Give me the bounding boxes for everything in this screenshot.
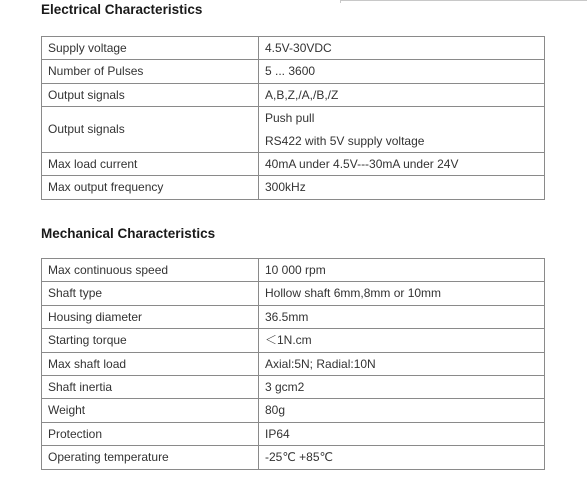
table-row	[42, 329, 545, 352]
spec-value	[259, 329, 545, 352]
spec-value-line: IP64	[265, 426, 290, 441]
spec-label: Housing diameter	[42, 305, 259, 328]
electrical-characteristics-table	[41, 36, 545, 200]
spec-value	[259, 399, 545, 422]
table-row	[42, 37, 545, 60]
spec-value-line: A,B,Z,/A,/B,/Z	[265, 87, 339, 102]
table-row	[42, 259, 545, 282]
table-row	[42, 107, 545, 153]
spec-value	[259, 60, 545, 83]
table-row	[42, 399, 545, 422]
spec-label: Max shaft load	[42, 352, 259, 375]
mechanical-characteristics-heading: Mechanical Characteristics	[41, 226, 216, 241]
spec-value	[259, 176, 545, 199]
spec-label: Starting torque	[42, 329, 259, 352]
spec-value-line: 36.5mm	[265, 309, 309, 324]
spec-value	[259, 83, 545, 106]
table-row	[42, 83, 545, 106]
spec-value	[259, 376, 545, 399]
mechanical-table-body	[42, 259, 545, 470]
spec-value-line: 300kHz	[265, 180, 306, 195]
spec-value-line: 4.5V-30VDC	[265, 41, 332, 55]
spec-label: Output signals	[42, 83, 259, 106]
table-row	[42, 282, 545, 305]
spec-value-line: 3 gcm2	[265, 380, 305, 395]
spec-label: Shaft type	[42, 282, 259, 305]
spec-label: Output signals	[42, 107, 259, 153]
spec-value-line: ＜1N.cm	[265, 333, 312, 348]
electrical-characteristics-heading: Electrical Characteristics	[41, 2, 203, 17]
spec-label: Weight	[42, 399, 259, 422]
spec-value	[259, 282, 545, 305]
table-row	[42, 305, 545, 328]
table-row	[42, 376, 545, 399]
top-divider	[340, 0, 587, 3]
spec-label: Max output frequency	[42, 176, 259, 199]
spec-label: Shaft inertia	[42, 376, 259, 399]
spec-value	[259, 153, 545, 176]
table-row	[42, 446, 545, 469]
spec-value-line: -25℃ +85℃	[265, 450, 333, 465]
table-row	[42, 352, 545, 375]
table-row	[42, 60, 545, 83]
spec-value	[259, 37, 545, 60]
spec-value	[259, 422, 545, 445]
spec-value-line: Hollow shaft 6mm,8mm or 10mm	[265, 286, 442, 301]
spec-label: Protection	[42, 422, 259, 445]
spec-value	[259, 259, 545, 282]
spec-value	[259, 107, 545, 153]
spec-value	[259, 352, 545, 375]
spec-value-line: 10 000 rpm	[265, 263, 326, 277]
mechanical-characteristics-table	[41, 258, 545, 470]
spec-value	[259, 305, 545, 328]
spec-label: Operating temperature	[42, 446, 259, 469]
spec-value-line: 80g	[265, 403, 286, 418]
spec-value-line: RS422 with 5V supply voltage	[265, 133, 425, 148]
spec-value-line: 5 ... 3600	[265, 64, 316, 79]
spec-value-line: 40mA under 4.5V---30mA under 24V	[265, 157, 459, 171]
spec-value-line: Push pull	[265, 111, 315, 126]
spec-label: Supply voltage	[42, 37, 259, 60]
spec-label: Max load current	[42, 153, 259, 176]
spec-value	[259, 446, 545, 469]
table-row	[42, 176, 545, 199]
electrical-table-body	[42, 37, 545, 200]
spec-label: Number of Pulses	[42, 60, 259, 83]
spec-value-line: Axial:5N; Radial:10N	[265, 356, 376, 371]
table-row	[42, 153, 545, 176]
spec-label: Max continuous speed	[42, 259, 259, 282]
table-row	[42, 422, 545, 445]
